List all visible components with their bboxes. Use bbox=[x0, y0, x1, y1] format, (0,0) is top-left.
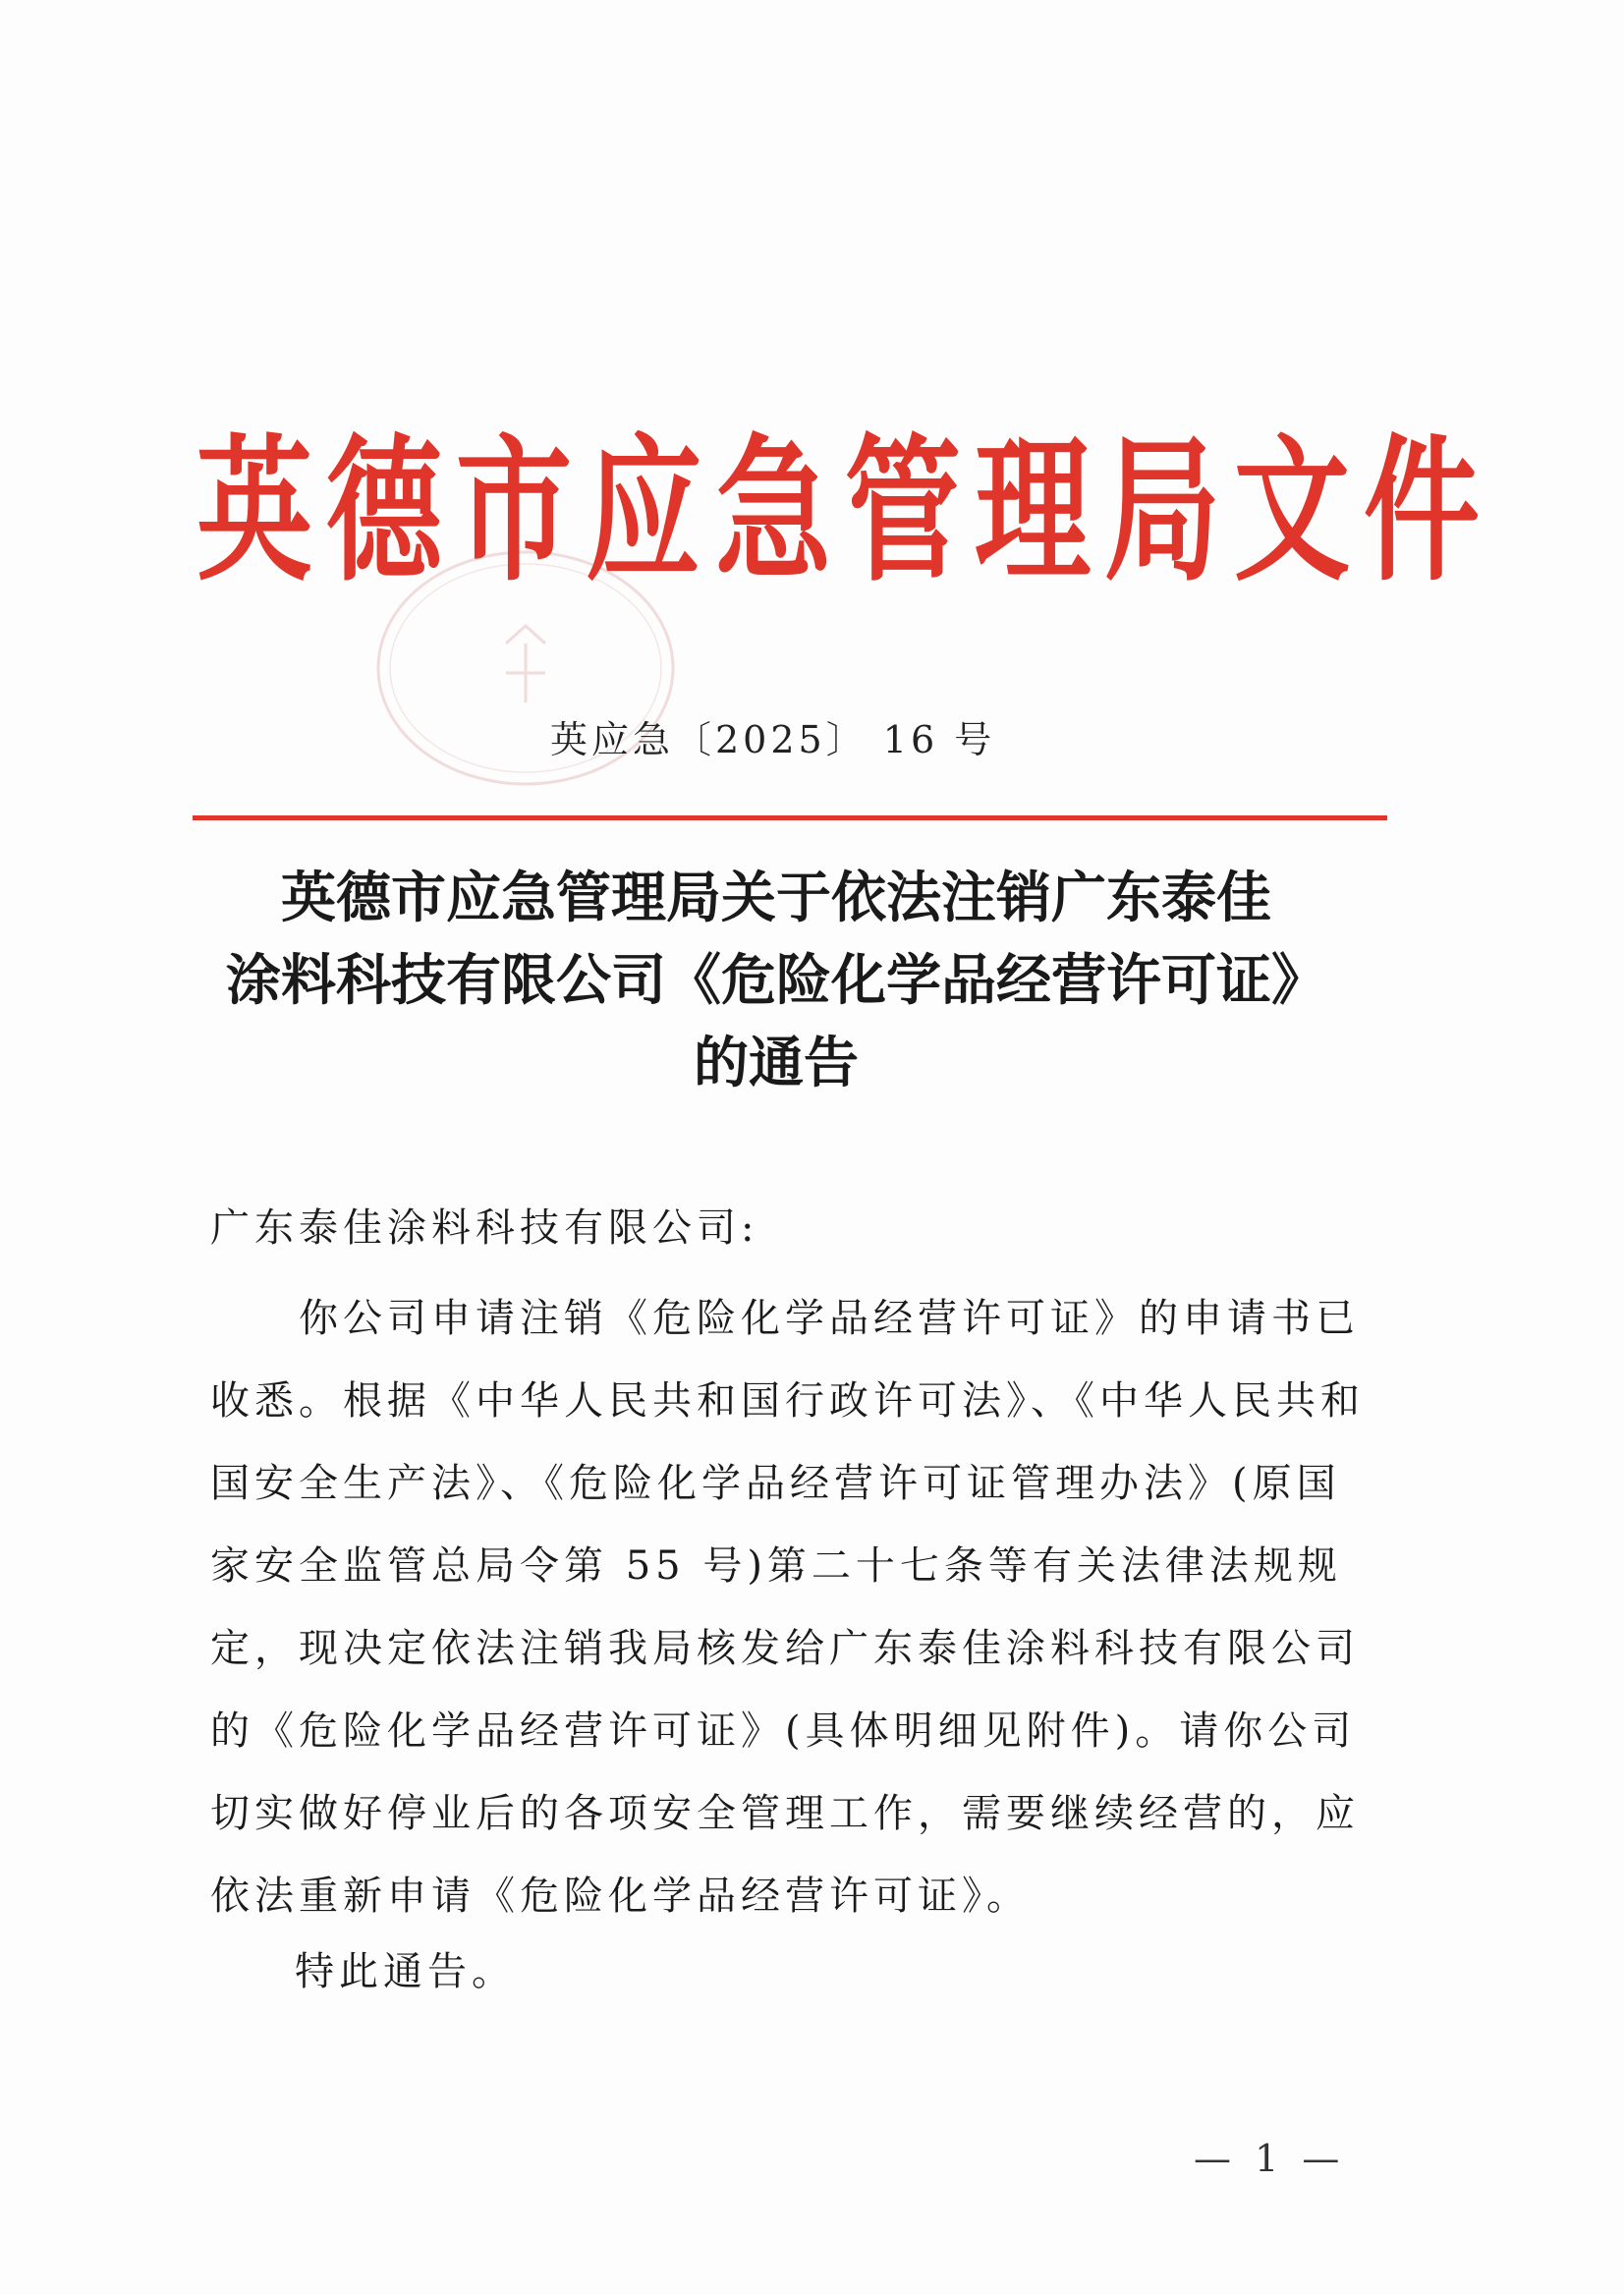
notice-title bbox=[157, 857, 1395, 1104]
red-divider-line bbox=[193, 815, 1387, 820]
notice-body bbox=[210, 1277, 1365, 1937]
document-number: 英应急〔2025〕 16 号 bbox=[550, 718, 996, 761]
addressee: 广东泰佳涂料科技有限公司: bbox=[210, 1205, 759, 1251]
notice-title-line: 涂料科技有限公司《危险化学品经营许可证》 bbox=[226, 948, 1326, 1013]
body-line: 国安全生产法》、《危险化学品经营许可证管理办法》(原国 bbox=[210, 1461, 1341, 1506]
body-line: 定，现决定依法注销我局核发给广东泰佳涂料科技有限公司 bbox=[210, 1626, 1360, 1671]
body-line: 依法重新申请《危险化学品经营许可证》。 bbox=[210, 1874, 1031, 1919]
notice-title-line: 的通告 bbox=[694, 1031, 859, 1095]
issuing-authority-title: 英德市应急管理局文件 bbox=[196, 418, 1494, 603]
closing-statement: 特此通告。 bbox=[295, 1949, 516, 1994]
body-line: 收悉。根据《中华人民共和国行政许可法》、《中华人民共和 bbox=[210, 1378, 1365, 1424]
page-number: — 1 — bbox=[1194, 2137, 1346, 2180]
body-line: 切实做好停业后的各项安全管理工作，需要继续经营的，应 bbox=[210, 1791, 1360, 1836]
body-line: 你公司申请注销《危险化学品经营许可证》的申请书已 bbox=[210, 1296, 1360, 1341]
body-line: 的《危险化学品经营许可证》(具体明细见附件)。请你公司 bbox=[210, 1708, 1357, 1754]
body-line: 家安全监管总局令第 55 号)第二十七条等有关法律法规规 bbox=[210, 1543, 1342, 1589]
notice-title-line: 英德市应急管理局关于依法注销广东泰佳 bbox=[281, 866, 1271, 930]
